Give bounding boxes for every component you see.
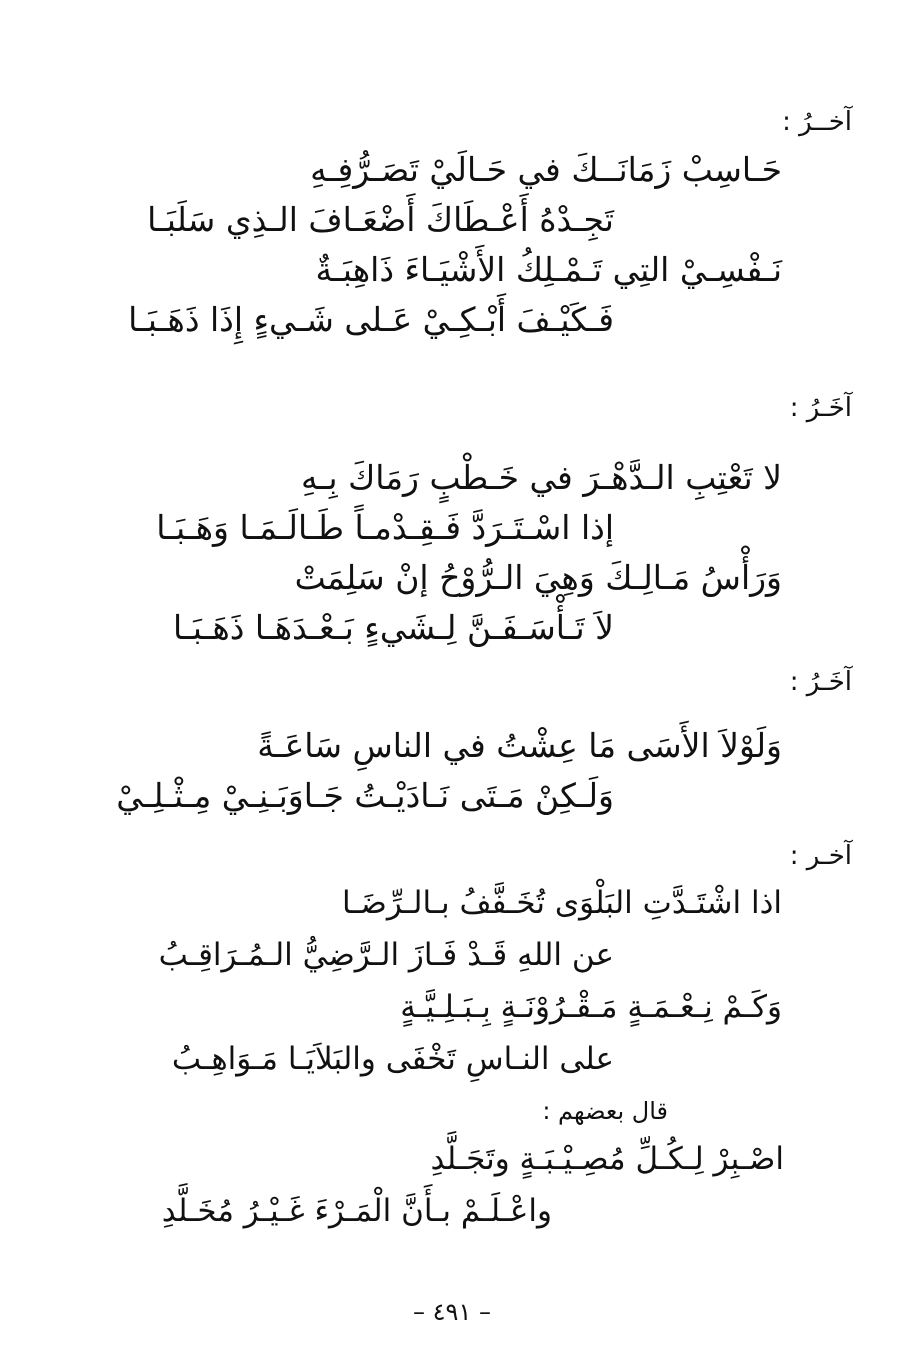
verse-line: إذا اسْـتَـرَدَّ فَـقِـدْمـاً طَـالَـمَـا وَهَـبَـا	[156, 508, 614, 547]
page-number: – ٤٩١ –	[413, 1298, 491, 1326]
quote-intro: قال بعضهم :	[542, 1097, 668, 1125]
verse-line: على النـاسِ تَخْفَى والبَلاَيَـا مَـوَاهِـبُ	[171, 1041, 614, 1077]
section-heading: آخَـرُ :	[789, 393, 852, 423]
verse-line: واعْـلَـمْ بـأَنَّ الْمَـرْءَ غَـيْـرُ مُخَـلَّدِ	[161, 1193, 552, 1229]
verse-line: فَـكَيْـفَ أَبْـكِـيْ عَـلى شَـيءٍ إِذَا ذَهَـبَـا	[128, 300, 614, 339]
verse-line: وَلَوْلاَ الأَسَى مَا عِشْتُ في الناسِ سَاعَـةً	[257, 726, 782, 765]
verse-line: تَجِـدْهُ أَعْـطَاكَ أَضْعَـافَ الـذِي سَلَبَـا	[147, 200, 614, 239]
section-heading: آخَـرُ :	[789, 667, 852, 697]
verse-line: لاَ تَـأْسَـفَـنَّ لِـشَيءٍ بَـعْـدَهَـا ذَهَـبَـا	[172, 608, 614, 647]
verse-line: حَـاسِبْ زَمَانَــكَ في حَـالَيْ تَصَـرُّفِـهِ	[310, 150, 782, 189]
verse-line: اصْـبِرْ لِـكُـلِّ مُصِـيْـبَـةٍ وتَجَـلَّدِ	[430, 1141, 784, 1177]
verse-line: نَـفْسِـيْ التِي تَـمْـلِكُ الأَشْيَـاءَ ذَاهِبَـةٌ	[315, 250, 782, 289]
verse-line: عن اللهِ قَـدْ فَـازَ الـرَّضِيُّ الـمُـرَاقِـبُ	[158, 937, 614, 973]
section-heading: آخـر :	[789, 841, 852, 871]
verse-line: وَرَأْسُ مَـالِـكَ وَهِيَ الـرُّوْحُ إنْ سَلِمَتْ	[294, 558, 782, 597]
section-heading: آخــرُ :	[782, 107, 852, 137]
verse-line: لا تَعْتِبِ الـدَّهْـرَ في خَـطْبٍ رَمَاكَ بِـهِ	[301, 458, 782, 497]
verse-line: اذا اشْتَـدَّتِ البَلْوَى تُخَـفَّفُ بـالـرِّضَـا	[341, 885, 782, 921]
verse-line: وَكَـمْ نِـعْـمَـةٍ مَـقْـرُوْنَـةٍ بِـبَـلِـيَّـةٍ	[400, 989, 782, 1025]
verse-line: وَلَـكِنْ مَـتَى نَـادَيْـتُ جَـاوَبَـنِـيْ مِـثْـلِـيْ	[116, 776, 614, 815]
